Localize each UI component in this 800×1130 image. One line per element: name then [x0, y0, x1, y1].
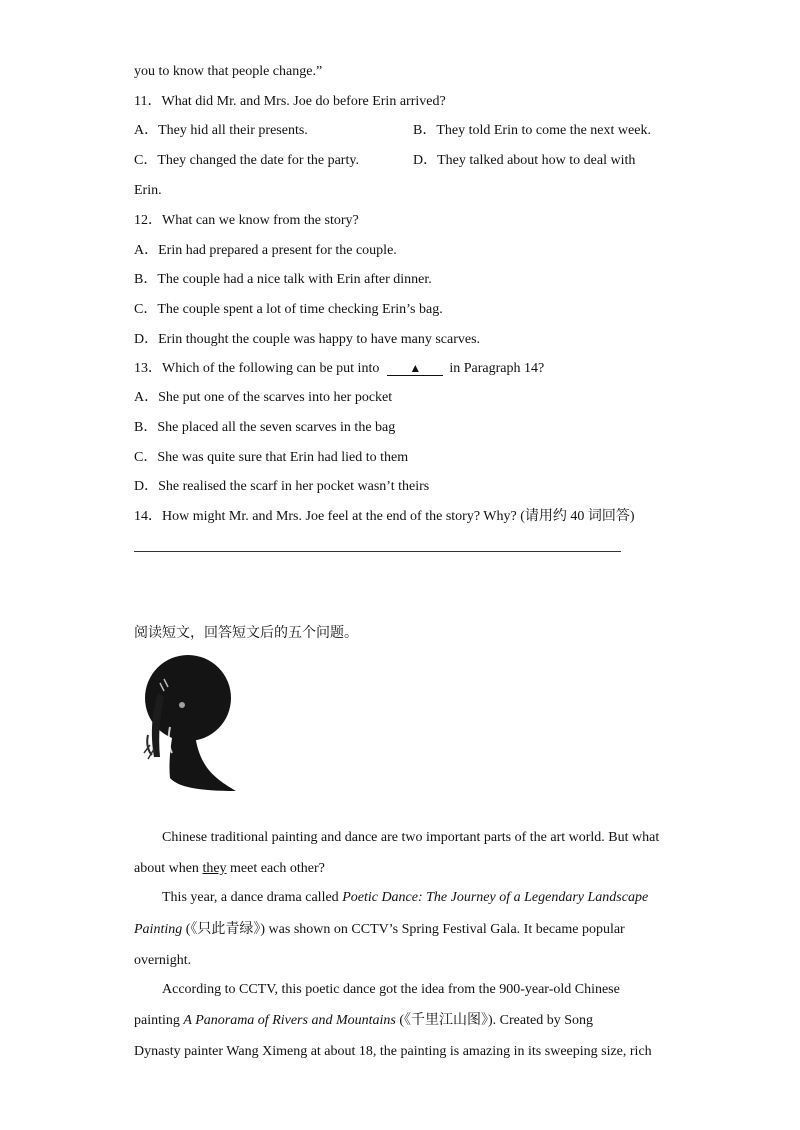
option-11d: D．They talked about how to deal with	[413, 153, 636, 168]
question-11: 11．What did Mr. and Mrs. Joe do before Erin arrived?	[134, 94, 446, 109]
paragraph-3-line-3: Dynasty painter Wang Ximeng at about 18, the painting is amazing in its sweeping size, rich	[134, 1044, 652, 1059]
paragraph-2-line-1	[162, 889, 648, 907]
option-12b: B．The couple had a nice talk with Erin after dinner.	[134, 272, 432, 287]
option-13d: D．She realised the scarf in her pocket wasn’t theirs	[134, 479, 430, 494]
option-11c: C．They changed the date for the party.	[134, 153, 359, 168]
reading-instruction: 阅读短文，回答短文后的五个问题。	[134, 626, 358, 641]
question-13-text-end: in Paragraph 14?	[449, 361, 545, 376]
drama-title-part-2: Painting	[134, 922, 183, 937]
p3-text-start: painting	[134, 1013, 180, 1028]
p2-text-start: This year, a dance drama called	[162, 890, 339, 905]
question-13	[134, 360, 544, 378]
paragraph-2-line-3: overnight.	[134, 953, 192, 968]
answer-line	[134, 551, 621, 552]
paragraph-1-line-2	[134, 860, 325, 878]
paragraph-3-line-1: According to CCTV, this poetic dance got the idea from the 900-year-old Chinese	[162, 982, 620, 997]
option-13c: C．She was quite sure that Erin had lied to them	[134, 450, 409, 465]
p1-text-end: meet each other?	[230, 861, 325, 876]
option-11a: A．They hid all their presents.	[134, 123, 308, 138]
option-12d: D．Erin thought the couple was happy to have many scarves.	[134, 332, 481, 347]
painting-title: A Panorama of Rivers and Mountains	[183, 1013, 396, 1028]
paragraph-3-line-2	[134, 1012, 593, 1030]
passage-tail: you to know that people change.”	[134, 64, 323, 79]
paragraph-1-line-1: Chinese traditional painting and dance are two important parts of the art world. But what	[162, 830, 660, 845]
option-12a: A．Erin had prepared a present for the couple.	[134, 243, 397, 258]
question-13-text: 13．Which of the following can be put into	[134, 361, 380, 376]
question-14: 14．How might Mr. and Mrs. Joe feel at the end of the story? Why? (请用约 40 词回答)	[134, 509, 635, 524]
option-11b: B．They told Erin to come the next week.	[413, 123, 651, 138]
blank-marker: ▲	[387, 361, 443, 376]
option-11d-continued: Erin.	[134, 183, 162, 198]
option-13a: A．She put one of the scarves into her pocket	[134, 390, 393, 405]
drama-title-part-1: Poetic Dance: The Journey of a Legendary Landscape	[342, 890, 649, 905]
question-12: 12．What can we know from the story?	[134, 213, 359, 228]
option-12c: C．The couple spent a lot of time checking Erin’s bag.	[134, 302, 443, 317]
paragraph-2-line-2	[134, 921, 625, 939]
option-13b: B．She placed all the seven scarves in the bag	[134, 420, 396, 435]
dance-ink-illustration	[138, 653, 242, 795]
p3-text-cont: (《千里江山图》). Created by Song	[399, 1013, 594, 1028]
p1-text-start: about when	[134, 861, 199, 876]
p2-text-cont: (《只此青绿》) was shown on CCTV’s Spring Festival Gala. It became popular	[185, 922, 625, 937]
underlined-word-they: they	[202, 861, 227, 876]
